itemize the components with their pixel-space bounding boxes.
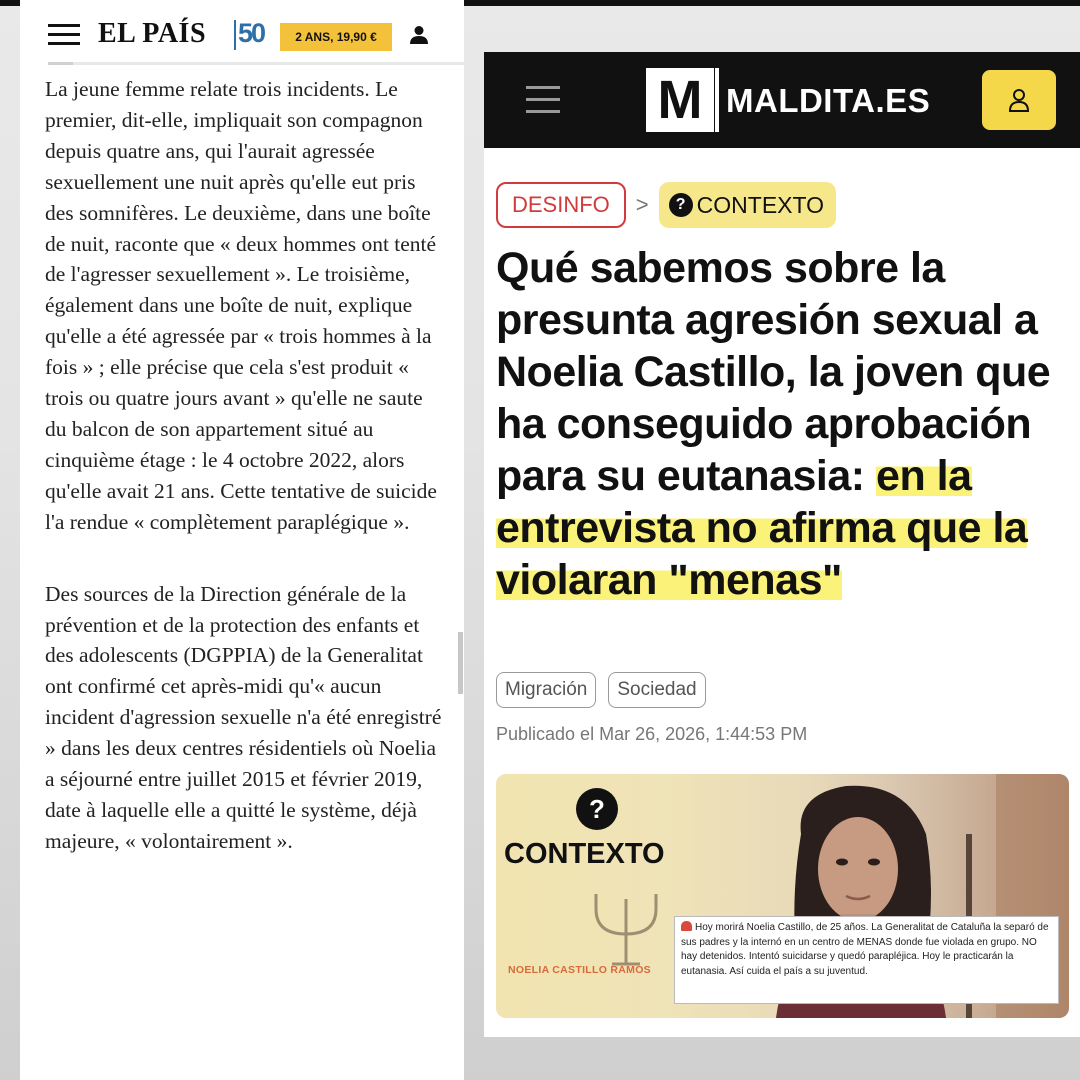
user-icon [1006, 87, 1032, 113]
contexto-tag-label: CONTEXTO [696, 191, 825, 218]
question-icon: ? [576, 788, 618, 830]
elpais-header [20, 6, 464, 62]
card-name-label: NOELIA CASTILLO RAMOS [508, 964, 651, 976]
card-quote-text: Hoy morirá Noelia Castillo, de 25 años. La Generalitat de Cataluña la separó de sus padres y la internó en un centro de MENAS donde fue violada en grupo. NO hay detenidos. Intentó suicidarse y quedó parapléjica. Hoy le practicarán la eutanasia. Así cuida el país a su juventud. [681, 922, 1049, 977]
headline-highlight: en la entrevista no afirma que la violaran "menas" [496, 452, 1028, 604]
subscription-offer-button[interactable]: 2 ANS, 19,90 € [280, 23, 392, 51]
siren-icon [681, 921, 692, 931]
desinfo-tag[interactable]: DESINFO [496, 182, 626, 228]
category-tags [496, 182, 836, 228]
article-paragraph: La jeune femme relate trois incidents. Le premier, dit-elle, impliquait son compagnon depuis quatre ans, qui l'aurait agressée sexuellement une nuit après qu'elle eut pris des somnifères. Le deuxième, dans une boîte de nuit, raconte que « deux hommes ont tenté de l'agresser sexuellement ». Le troisième, également dans une boîte de nuit, explique qu'elle a été agressée par « trois hommes à la fois » ; elle précise que cela s'est produit « trois ou quatre jours avant » qu'elle ne saute du balcon de son appartement situé au cinquième étage : le 4 octobre 2022, alors qu'elle avait 21 ans. Cette tentative de suicide l'a rendue « complètement paraplégique ». [45, 77, 437, 534]
topic-tags [496, 672, 706, 708]
user-icon[interactable] [408, 24, 430, 46]
article-body [45, 74, 445, 898]
topic-tag-migracion[interactable]: Migración [496, 672, 596, 708]
logo-divider [234, 20, 236, 50]
article-headline [496, 242, 1076, 606]
elpais-article-panel [20, 0, 464, 1080]
contexto-tag[interactable] [659, 182, 836, 228]
topic-tag-sociedad[interactable]: Sociedad [608, 672, 705, 708]
elpais-logo[interactable]: EL PAÍS [98, 18, 207, 49]
anniversary-logo: 50 [238, 18, 265, 48]
article-paragraph: Des sources de la Direction générale de la prévention et de la protection des enfants et des adolescents (DGPPIA) de la Generalitat ont confirmé cet après-midi qu'« aucun incident d'agression sexuelle n'a été enregistré » dans les deux centres résidentiels où Noelia a séjourné entre juillet 2015 et février 2019, date à laquelle elle a quitté le système, déjà majeure, « volontairement ». [45, 581, 442, 853]
logo-divider [715, 68, 719, 132]
maldita-article-panel [484, 52, 1080, 1037]
hamburger-menu-icon[interactable] [48, 24, 80, 46]
reading-progress-bar [48, 62, 464, 65]
chevron-right-icon: > [635, 192, 649, 217]
user-account-button[interactable] [982, 70, 1056, 130]
hamburger-menu-icon[interactable] [526, 86, 560, 114]
maldita-header [484, 52, 1080, 148]
headline-text: Qué sabemos sobre la presunta agresión sexual a Noelia Castillo, la joven que ha conseguido aprobación para su eutanasia: [496, 244, 1051, 500]
maldita-logo-text[interactable]: MALDITA.ES [726, 82, 931, 119]
contexto-card[interactable] [496, 774, 1069, 1018]
publish-date: Publicado el Mar 26, 2026, 1:44:53 PM [496, 724, 808, 744]
question-icon: ? [669, 193, 693, 217]
card-quote-box [674, 916, 1059, 1004]
card-title: CONTEXTO [504, 838, 665, 870]
maldita-logo-mark[interactable]: M [646, 68, 714, 132]
scrollbar-thumb[interactable] [458, 632, 463, 694]
